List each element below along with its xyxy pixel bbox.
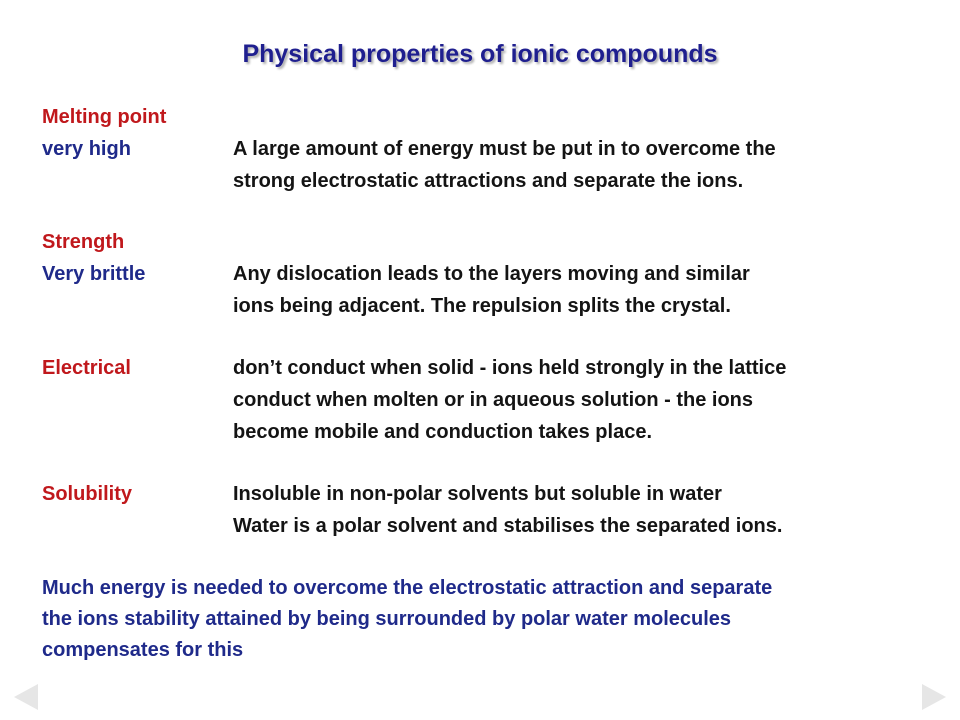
strength-label: Very brittle [42, 263, 146, 285]
solubility-heading: Solubility [42, 483, 132, 505]
strength-line-1: Any dislocation leads to the layers moving and similar [233, 263, 750, 285]
summary-line-2: the ions stability attained by being surrounded by polar water molecules [42, 608, 732, 630]
electrical-line-3: become mobile and conduction takes place. [233, 421, 652, 443]
slide-title: Physical properties of ionic compounds [242, 40, 718, 68]
summary-paragraph [42, 573, 772, 666]
melting-point-label: very high [42, 138, 131, 160]
electrical-line-1: don’t conduct when solid - ions held strongly in the lattice [233, 357, 787, 379]
melting-point-line-2: strong electrostatic attractions and separate the ions. [233, 170, 744, 192]
solubility-line-1: Insoluble in non-polar solvents but soluble in water [233, 483, 722, 505]
strength-line-2: ions being adjacent. The repulsion splits the crystal. [233, 295, 731, 317]
triangle-left-icon[interactable] [14, 684, 38, 710]
triangle-right-icon[interactable] [922, 684, 946, 710]
summary-line-3: compensates for this [42, 639, 244, 661]
summary-line-1: Much energy is needed to overcome the electrostatic attraction and separate [42, 577, 773, 599]
electrical-heading: Electrical [42, 357, 131, 379]
melting-point-heading: Melting point [42, 106, 167, 128]
melting-point-line-1: A large amount of energy must be put in to overcome the [233, 138, 776, 160]
electrical-line-2: conduct when molten or in aqueous solution - the ions [233, 389, 753, 411]
solubility-line-2: Water is a polar solvent and stabilises the separated ions. [233, 515, 783, 537]
strength-heading: Strength [42, 231, 125, 253]
